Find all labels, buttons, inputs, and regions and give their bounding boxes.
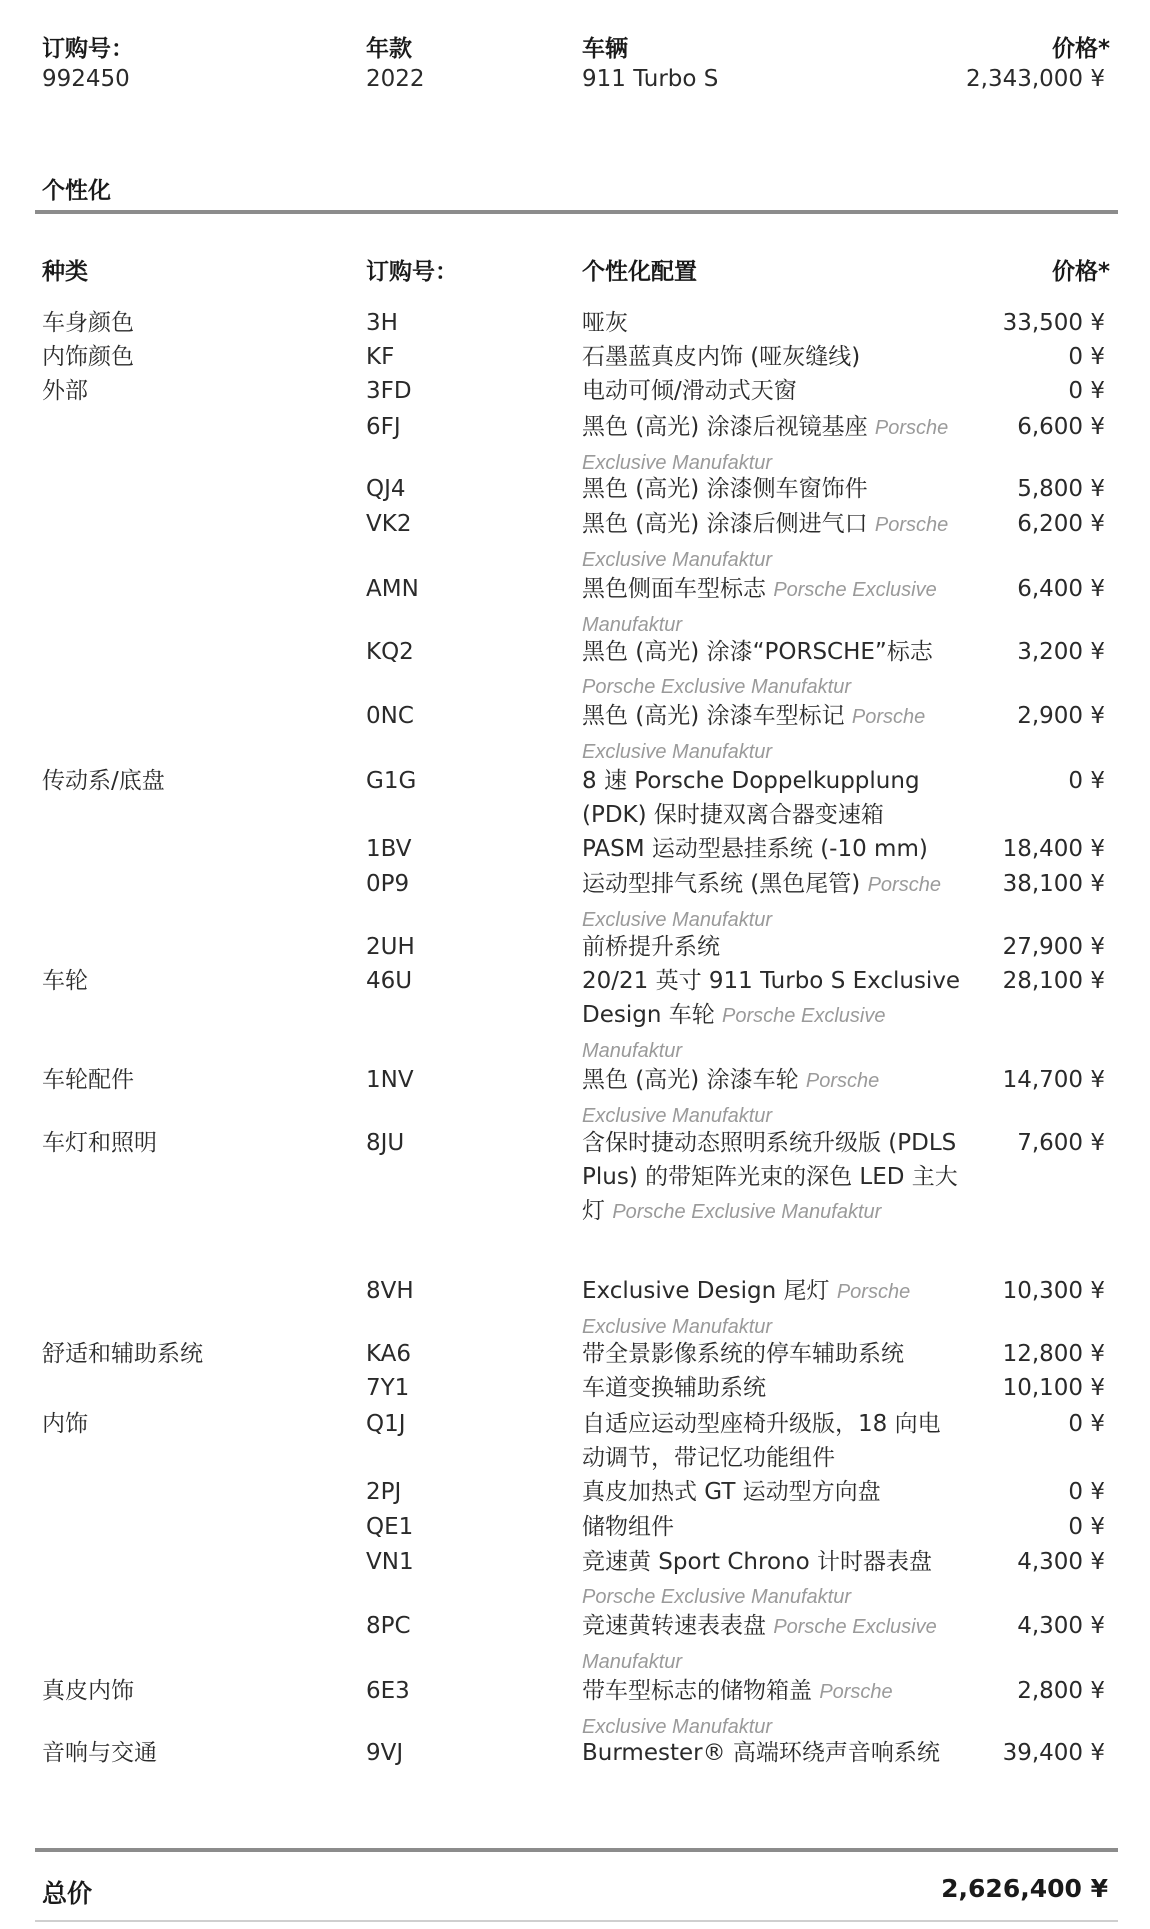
row-category: 车灯和照明 xyxy=(42,1130,157,1156)
section-title: 个性化 xyxy=(42,178,111,204)
row-order-code: 1BV xyxy=(366,836,412,862)
row-config-text: 黑色侧面车型标志 xyxy=(582,576,766,602)
row-order-code: KF xyxy=(366,344,395,370)
row-order-code: G1G xyxy=(366,768,417,794)
row-manufaktur-note: Porsche Exclusive Manufaktur xyxy=(582,514,949,571)
row-price: 3,200 ¥ xyxy=(1017,639,1105,665)
row-config-text: 含保时捷动态照明系统升级版 (PDLS Plus) 的带矩阵光束的深色 LED 主大灯 xyxy=(582,1130,958,1224)
row-manufaktur-note: Porsche Exclusive Manufaktur xyxy=(582,676,852,698)
row-config-text: 竞速黄 Sport Chrono 计时器表盘 xyxy=(582,1549,932,1575)
row-order-code: 3H xyxy=(366,310,398,336)
row-manufaktur-note: Porsche Exclusive Manufaktur xyxy=(582,1681,893,1738)
row-order-code: 0P9 xyxy=(366,871,410,897)
row-manufaktur-note: Porsche Exclusive Manufaktur xyxy=(582,1616,937,1673)
row-order-code: 46U xyxy=(366,968,413,994)
row-config-text: 20/21 英寸 911 Turbo S Exclusive Design 车轮 xyxy=(582,968,961,1028)
row-config-text: 前桥提升系统 xyxy=(582,934,720,960)
row-order-code: AMN xyxy=(366,576,419,602)
row-order-code: 3FD xyxy=(366,378,412,404)
row-price: 2,800 ¥ xyxy=(1017,1678,1105,1704)
total-price-value: 2,626,400 ¥ xyxy=(941,1874,1108,1903)
row-category: 车轮配件 xyxy=(42,1067,134,1093)
row-manufaktur-note: Porsche Exclusive Manufaktur xyxy=(582,706,926,763)
column-header-category: 种类 xyxy=(42,259,88,285)
row-manufaktur-note: Porsche Exclusive Manufaktur xyxy=(582,874,941,931)
row-price: 0 ¥ xyxy=(1068,768,1105,794)
row-price: 0 ¥ xyxy=(1068,1411,1105,1437)
row-price: 18,400 ¥ xyxy=(1002,836,1105,862)
row-config-text: 黑色 (高光) 涂漆侧车窗饰件 xyxy=(582,476,868,502)
row-order-code: 8JU xyxy=(366,1130,405,1156)
row-price: 39,400 ¥ xyxy=(1002,1740,1105,1766)
row-order-code: QE1 xyxy=(366,1514,414,1540)
row-price: 7,600 ¥ xyxy=(1017,1130,1105,1156)
row-price: 5,800 ¥ xyxy=(1017,476,1105,502)
row-config-text: 运动型排气系统 (黑色尾管) xyxy=(582,871,861,897)
row-price: 10,100 ¥ xyxy=(1002,1375,1105,1401)
column-header-config: 个性化配置 xyxy=(582,259,697,285)
row-price: 0 ¥ xyxy=(1068,344,1105,370)
row-config-text: 储物组件 xyxy=(582,1514,674,1540)
row-category: 内饰 xyxy=(42,1411,88,1437)
row-order-code: 9VJ xyxy=(366,1740,404,1766)
row-config-text: Burmester® 高端环绕声音响系统 xyxy=(582,1740,940,1766)
row-manufaktur-note: Porsche Exclusive Manufaktur xyxy=(582,1586,852,1608)
row-manufaktur-note: Porsche Exclusive Manufaktur xyxy=(582,1005,886,1062)
row-order-code: Q1J xyxy=(366,1411,406,1437)
row-category: 真皮内饰 xyxy=(42,1678,134,1704)
row-price: 28,100 ¥ xyxy=(1002,968,1105,994)
row-config-text: 竞速黄转速表表盘 xyxy=(582,1613,766,1639)
row-price: 10,300 ¥ xyxy=(1002,1278,1105,1304)
column-header-price: 价格* xyxy=(1051,259,1110,285)
row-price: 14,700 ¥ xyxy=(1002,1067,1105,1093)
row-price: 6,600 ¥ xyxy=(1017,414,1105,440)
row-config-text: 黑色 (高光) 涂漆车轮 xyxy=(582,1067,799,1093)
row-manufaktur-note: Porsche Exclusive Manufaktur xyxy=(612,1201,882,1223)
bottom-divider xyxy=(35,1920,1118,1922)
row-price: 27,900 ¥ xyxy=(1002,934,1105,960)
row-order-code: 6FJ xyxy=(366,414,401,440)
row-category: 音响与交通 xyxy=(42,1740,157,1766)
vehicle-label: 车辆 xyxy=(582,36,628,62)
row-order-code: 7Y1 xyxy=(366,1375,410,1401)
row-order-code: KQ2 xyxy=(366,639,414,665)
row-config-text: 带全景影像系统的停车辅助系统 xyxy=(582,1341,904,1367)
row-config-text: 带车型标志的储物箱盖 xyxy=(582,1678,812,1704)
order-number-value: 992450 xyxy=(42,66,130,92)
row-manufaktur-note: Porsche Exclusive Manufaktur xyxy=(582,1281,911,1338)
row-price: 6,200 ¥ xyxy=(1017,511,1105,537)
row-category: 车身颜色 xyxy=(42,310,134,336)
row-order-code: QJ4 xyxy=(366,476,406,502)
row-order-code: KA6 xyxy=(366,1341,412,1367)
vehicle-value: 911 Turbo S xyxy=(582,66,719,92)
row-order-code: 0NC xyxy=(366,703,414,729)
row-price: 4,300 ¥ xyxy=(1017,1549,1105,1575)
row-manufaktur-note: Porsche Exclusive Manufaktur xyxy=(582,417,949,474)
row-order-code: VN1 xyxy=(366,1549,414,1575)
row-price: 4,300 ¥ xyxy=(1017,1613,1105,1639)
row-price: 0 ¥ xyxy=(1068,1514,1105,1540)
row-config-text: 黑色 (高光) 涂漆后视镜基座 xyxy=(582,414,868,440)
row-manufaktur-note: Porsche Exclusive Manufaktur xyxy=(582,1070,880,1127)
total-label: 总价 xyxy=(42,1879,93,1908)
total-divider xyxy=(35,1848,1118,1852)
row-order-code: 1NV xyxy=(366,1067,414,1093)
column-header-code: 订购号： xyxy=(366,259,458,285)
row-manufaktur-note: Porsche Exclusive Manufaktur xyxy=(582,579,937,636)
row-order-code: 8PC xyxy=(366,1613,411,1639)
row-order-code: 6E3 xyxy=(366,1678,410,1704)
row-config-text: 车道变换辅助系统 xyxy=(582,1375,766,1401)
section-divider xyxy=(35,210,1118,214)
row-config-text: 黑色 (高光) 涂漆车型标记 xyxy=(582,703,845,729)
row-category: 传动系/底盘 xyxy=(42,768,165,794)
row-price: 12,800 ¥ xyxy=(1002,1341,1105,1367)
row-config-text: 哑灰 xyxy=(582,310,628,336)
row-config-text: 自适应运动型座椅升级版，18 向电动调节，带记忆功能组件 xyxy=(582,1411,941,1471)
row-order-code: VK2 xyxy=(366,511,412,537)
row-price: 38,100 ¥ xyxy=(1002,871,1105,897)
row-price: 33,500 ¥ xyxy=(1002,310,1105,336)
row-price: 6,400 ¥ xyxy=(1017,576,1105,602)
row-price: 0 ¥ xyxy=(1068,378,1105,404)
model-year-label: 年款 xyxy=(366,36,412,62)
row-category: 车轮 xyxy=(42,968,88,994)
row-price: 0 ¥ xyxy=(1068,1479,1105,1505)
row-order-code: 2PJ xyxy=(366,1479,402,1505)
row-config-text: 电动可倾/滑动式天窗 xyxy=(582,378,797,404)
row-category: 舒适和辅助系统 xyxy=(42,1341,203,1367)
base-price-value: 2,343,000 ¥ xyxy=(966,66,1105,92)
row-price: 2,900 ¥ xyxy=(1017,703,1105,729)
row-config-text: PASM 运动型悬挂系统 (-10 mm) xyxy=(582,836,928,862)
model-year-value: 2022 xyxy=(366,66,425,92)
price-label: 价格* xyxy=(1051,36,1110,62)
row-config-text: 真皮加热式 GT 运动型方向盘 xyxy=(582,1479,881,1505)
row-config-text: 8 速 Porsche Doppelkupplung (PDK) 保时捷双离合器变速箱 xyxy=(582,768,920,828)
row-config-text: 黑色 (高光) 涂漆后侧进气口 xyxy=(582,511,868,537)
order-number-label: 订购号： xyxy=(42,36,134,62)
row-order-code: 8VH xyxy=(366,1278,414,1304)
row-config-text: 黑色 (高光) 涂漆“PORSCHE”标志 xyxy=(582,639,933,665)
row-config-text: Exclusive Design 尾灯 xyxy=(582,1278,830,1304)
row-order-code: 2UH xyxy=(366,934,415,960)
row-config-text: 石墨蓝真皮内饰 (哑灰缝线) xyxy=(582,344,861,370)
row-category: 内饰颜色 xyxy=(42,344,134,370)
row-category: 外部 xyxy=(42,378,88,404)
